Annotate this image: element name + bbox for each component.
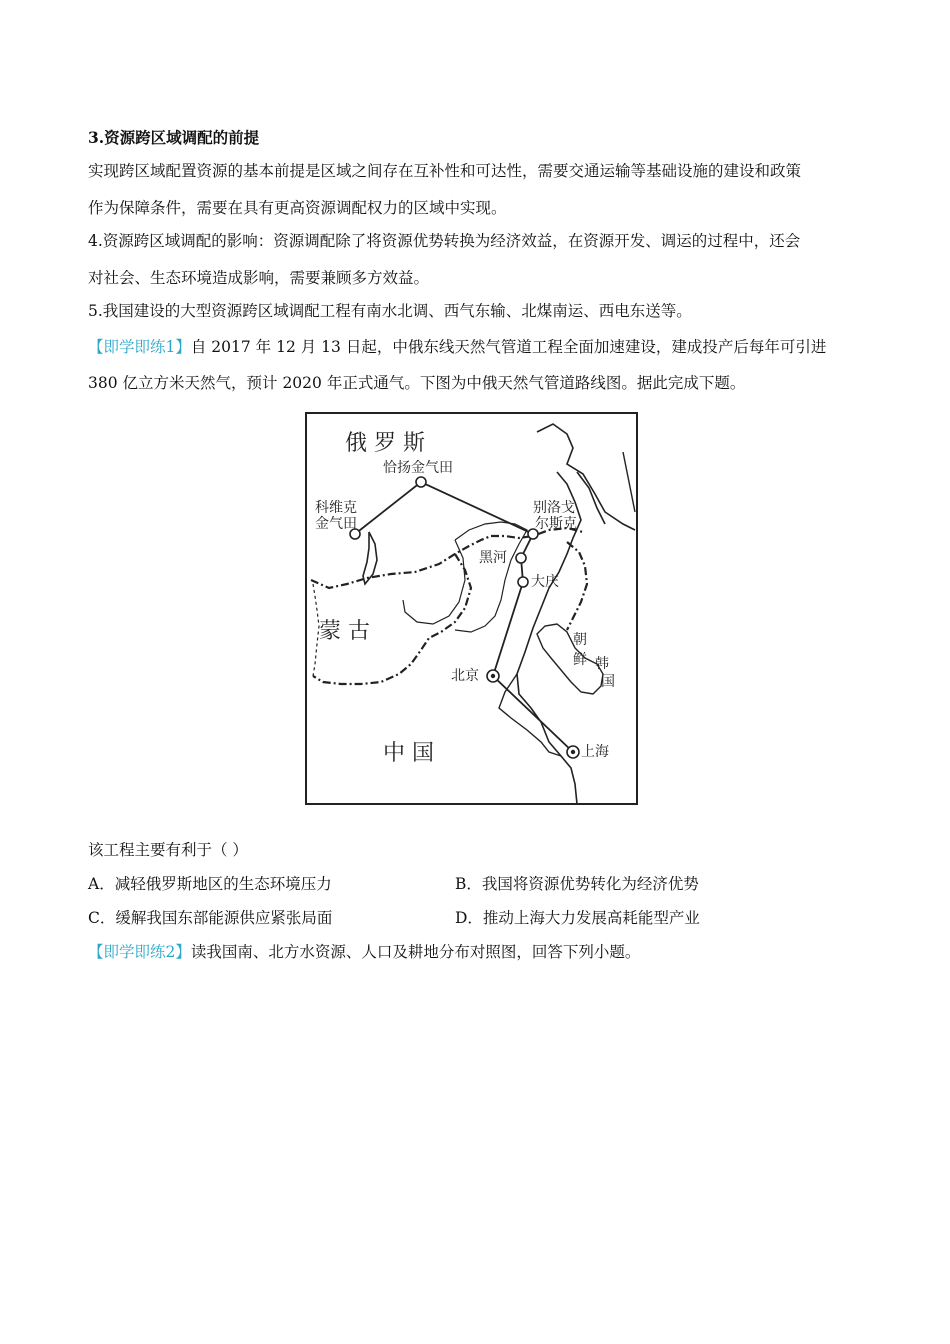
exercise-1-text-1: 自 2017 年 12 月 13 日起，中俄东线天然气管道工程全面加速建设，建成投产后每年可引进 <box>190 338 827 356</box>
node-daqing <box>518 577 528 587</box>
label-kovykta-1: 科维克 <box>315 500 357 516</box>
label-china: 中 国 <box>383 741 434 766</box>
section-5-line-1: 5.我国建设的大型资源跨区域调配工程有南水北调、西气东输、北煤南运、西电东送等。 <box>88 302 692 320</box>
label-belogorsk-2: 尔斯克 <box>535 516 577 532</box>
pipeline-map-svg <box>305 412 638 805</box>
node-shanghai-dot <box>571 750 575 754</box>
label-heihe: 黑河 <box>479 550 507 566</box>
section-3-line-1: 实现跨区域配置资源的基本前提是区域之间存在互补性和可达性，需要交通运输等基础设施的建设和政策 <box>88 162 802 180</box>
exercise-1-line-1 <box>88 337 826 357</box>
label-korea-1: 朝 <box>573 632 587 648</box>
exercise-1-line-2: 380 亿立方米天然气，预计 2020 年正式通气。下图为中俄天然气管道路线图。据此完成下题。 <box>88 374 746 392</box>
option-c: C．缓解我国东部能源供应紧张局面 <box>88 909 333 927</box>
label-kovykta-2: 金气田 <box>315 516 357 532</box>
label-shanghai: 上海 <box>581 744 609 760</box>
label-beijing: 北京 <box>451 668 479 684</box>
option-b: B．我国将资源优势转化为经济优势 <box>455 875 699 893</box>
label-chayanda: 恰扬金气田 <box>383 460 453 476</box>
exercise-1-tag: 【即学即练1】 <box>88 338 191 356</box>
option-a: A．减轻俄罗斯地区的生态环境压力 <box>88 875 332 893</box>
option-d: D．推动上海大力发展高耗能型产业 <box>455 909 700 927</box>
section-3-heading: 3.资源跨区域调配的前提 <box>88 128 260 147</box>
label-belogorsk-1: 别洛戈 <box>533 500 575 516</box>
section-3-line-2: 作为保障条件，需要在具有更高资源调配权力的区域中实现。 <box>88 199 507 217</box>
section-4-line-1: 4.资源跨区域调配的影响：资源调配除了将资源优势转换为经济效益，在资源开发、调运的过程中，还会 <box>88 232 801 250</box>
exercise-2-line-1 <box>88 942 640 962</box>
label-korea-2: 鲜 <box>573 652 587 668</box>
node-chayanda <box>416 477 426 487</box>
node-beijing-dot <box>491 674 495 678</box>
pipeline-map <box>305 412 638 805</box>
section-4-line-2: 对社会、生态环境造成影响，需要兼顾多方效益。 <box>88 269 430 287</box>
exercise-2-text-1: 读我国南、北方水资源、人口及耕地分布对照图，回答下列小题。 <box>190 943 641 961</box>
exercise-2-tag: 【即学即练2】 <box>88 943 191 961</box>
label-rok-1: 韩 <box>595 656 609 672</box>
label-mongolia: 蒙 古 <box>319 619 370 644</box>
node-heihe <box>516 553 526 563</box>
label-russia: 俄 罗 斯 <box>345 431 425 456</box>
label-daqing: 大庆 <box>531 574 559 590</box>
label-rok-2: 国 <box>601 674 615 690</box>
exercise-1-question: 该工程主要有利于（ ） <box>88 841 248 859</box>
